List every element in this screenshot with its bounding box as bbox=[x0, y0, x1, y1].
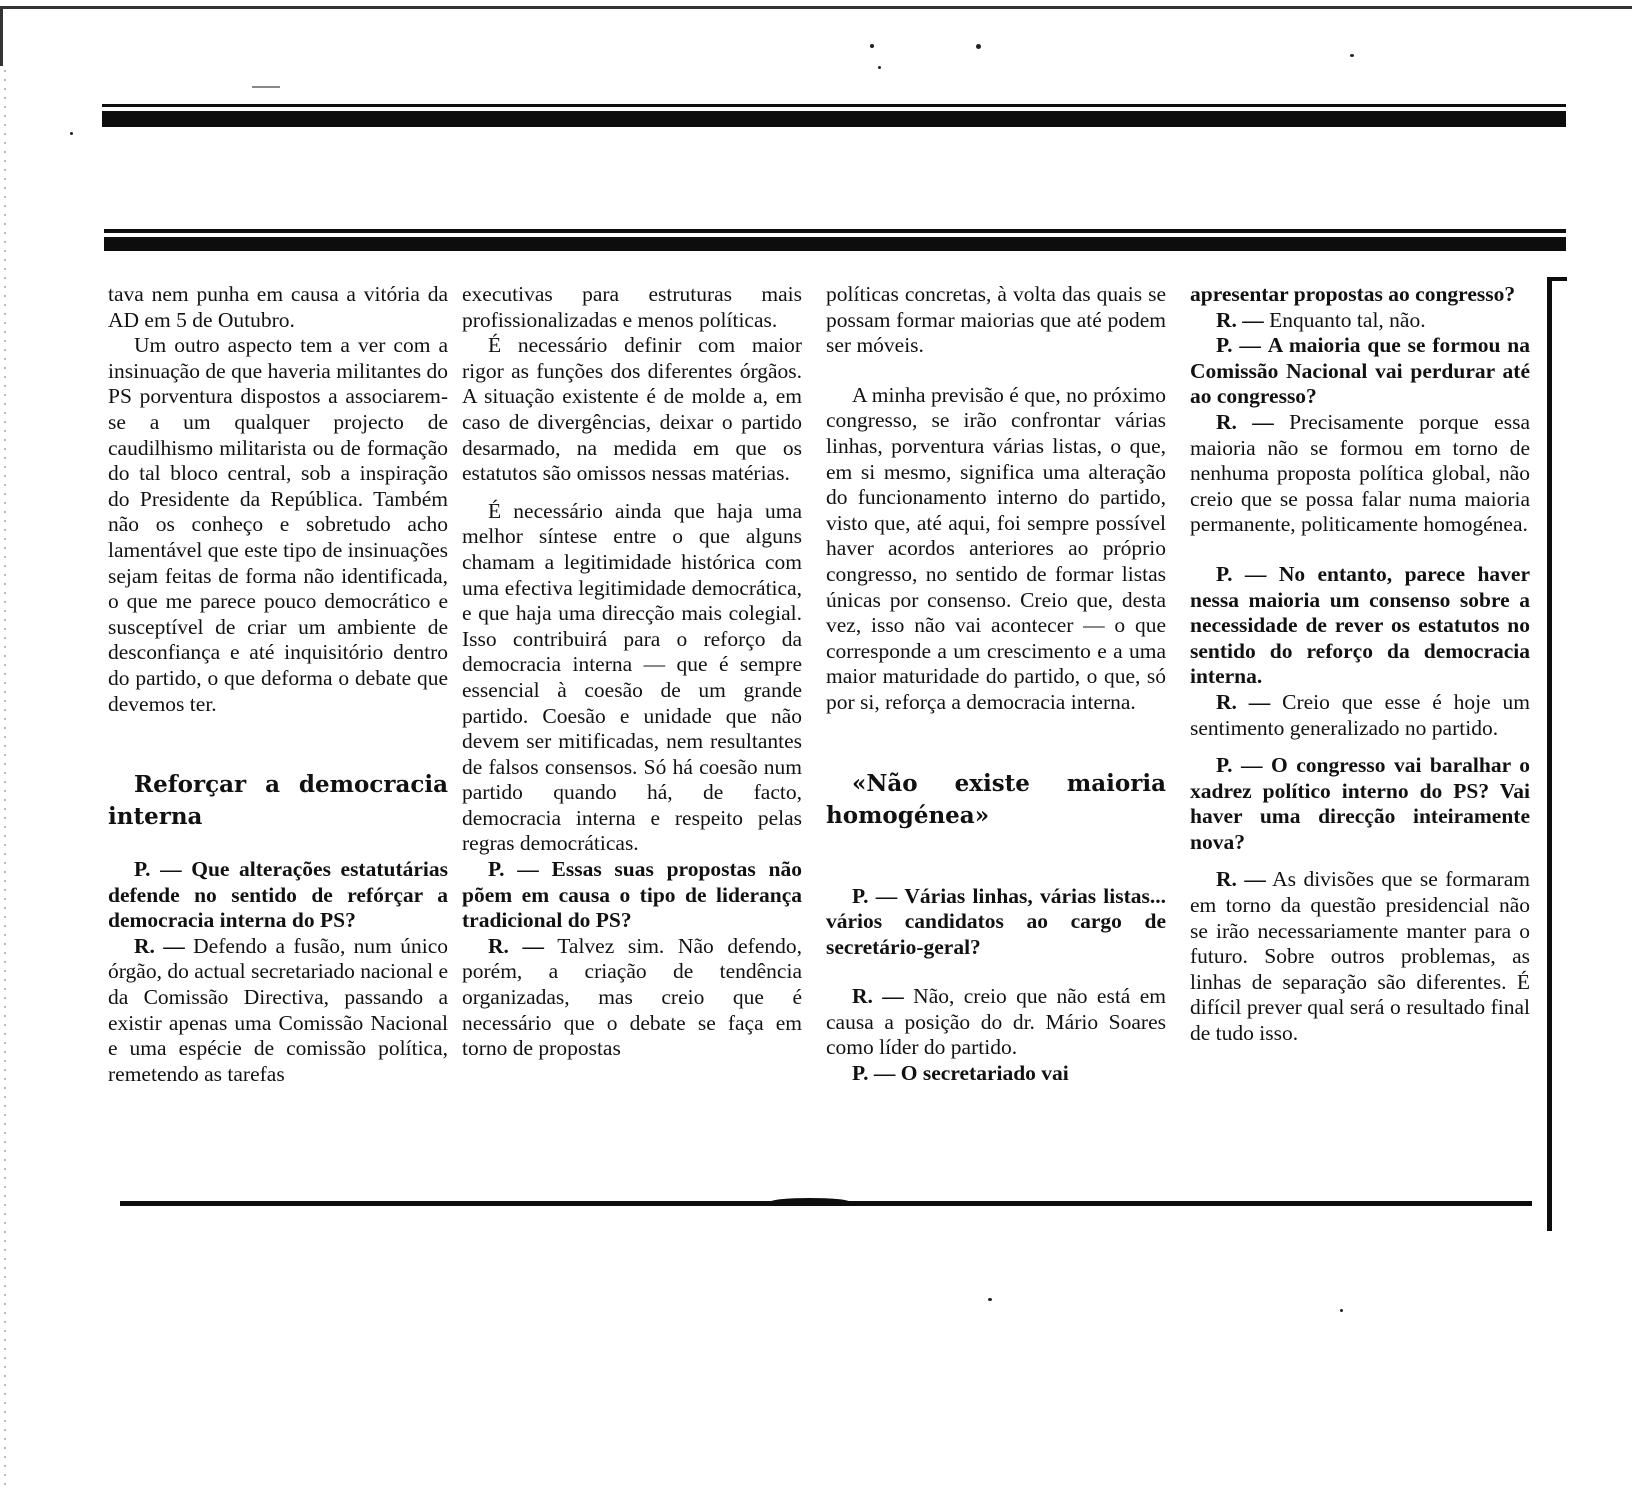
question-text: A maioria que se formou na Comissão Nacional vai perdurar até ao congresso? bbox=[1190, 333, 1531, 409]
question-marker: P. — bbox=[1216, 561, 1267, 586]
interview-question bbox=[826, 884, 1166, 961]
question-marker: P. — bbox=[1216, 753, 1263, 778]
top-border-line bbox=[0, 6, 1632, 9]
section-rule-thick bbox=[104, 237, 1566, 251]
paragraph-spacer bbox=[826, 716, 1166, 768]
question-text: O congresso vai baralhar o xadrez político interno do PS? Vai haver uma direcção inteiramente nova? bbox=[1190, 753, 1530, 854]
body-paragraph: É necessário ainda que haja uma melhor síntese entre o que alguns chamam a legitimidade histórica com uma efectiva legitimidade democrática, e que haja uma direcção mais colegial. Isso contribuirá para o reforço da democracia interna — que é sempre essencial à coesão de um grande partido. Coesão e unidade que não devem ser mitificadas, nem resultantes de falsos consensos. Só há coesão num partido quando há, de facto, democracia interna e respeito pelas regras democráticas. bbox=[462, 498, 802, 856]
interview-question bbox=[1190, 562, 1530, 690]
scan-speck bbox=[252, 86, 280, 88]
answer-text: Talvez sim. Não defendo, porém, a criação de tendência organizadas, mas creio que é necessário que o debate se faça em torno de propostas bbox=[462, 933, 802, 1061]
interview-question bbox=[1190, 333, 1530, 410]
article-column-4 bbox=[1190, 282, 1530, 1047]
scan-speck bbox=[870, 44, 874, 48]
answer-marker: R. — bbox=[1216, 409, 1274, 434]
answer-marker: R. — bbox=[1216, 689, 1271, 714]
interview-answer bbox=[108, 934, 448, 1088]
body-paragraph: Um outro aspecto tem a ver com a insinuação de que haveria militantes do PS porventura dispostos a associarem-se a um qualquer projecto de caudilhismo militarista ou de formação do tal bloco central, sob a inspiração do Presidente da República. Também não os conheço e sobretudo acho lamentável que este tipo de insinuações sejam feitas de forma não identificada, o que me parece pouco democrático e susceptível de criar um ambiente de desconfiança e até inquisitório dentro do partido, o que deforma o debate que devemos ter. bbox=[108, 333, 448, 716]
interview-answer bbox=[826, 984, 1166, 1061]
interview-answer bbox=[1190, 690, 1530, 741]
scan-speck bbox=[1350, 54, 1354, 57]
body-paragraph: A minha previsão é que, no próximo congresso, se irão confrontar várias linhas, porventura várias listas, o que, em si mesmo, significa uma alteração do funcionamento interno do partido, visto que, até aqui, foi sempre possível haver acordos anteriores ao próprio congresso, no sentido de formar listas únicas por consenso. Creio que, desta vez, isso não vai acontecer — o que corresponde a um crescimento e a uma maior maturidade do partido, o que, só por si, reforça a democracia interna. bbox=[826, 382, 1166, 714]
question-marker: P. — bbox=[1216, 333, 1261, 358]
paragraph-spacer bbox=[1190, 741, 1530, 753]
interview-answer bbox=[462, 934, 802, 1062]
header-rule-thick bbox=[102, 111, 1566, 127]
left-border-line bbox=[0, 6, 3, 66]
body-paragraph: políticas concretas, à volta das quais se possam formar maiorias que até podem ser móveis. bbox=[826, 282, 1166, 358]
interview-answer bbox=[1190, 867, 1530, 1046]
right-bracket-bar bbox=[1547, 277, 1552, 1231]
paragraph-spacer bbox=[1190, 538, 1530, 562]
question-text: No entanto, parece haver nessa maioria um consenso sobre a necessidade de rever os estatutos no sentido do reforço da democracia interna. bbox=[1190, 561, 1530, 689]
answer-text: Não, creio que não está em causa a posição do dr. Mário Soares como líder do partido. bbox=[826, 984, 1166, 1060]
bottom-rule-swell bbox=[770, 1198, 850, 1206]
paragraph-spacer bbox=[826, 359, 1166, 383]
question-marker: P. — bbox=[488, 857, 539, 882]
question-text: Várias linhas, várias listas... vários candidatos ao cargo de secretário-geral? bbox=[826, 883, 1166, 959]
scan-speck bbox=[976, 44, 981, 49]
interview-answer bbox=[1190, 410, 1530, 538]
interview-question bbox=[462, 857, 802, 934]
answer-text: Precisamente porque essa maioria não se formou em torno de nenhuma proposta política global, não creio que se possa falar numa maioria permanente, politicamente homogénea. bbox=[1190, 409, 1531, 537]
interview-question bbox=[826, 1061, 1166, 1087]
interview-question bbox=[108, 857, 448, 934]
answer-marker: R. — bbox=[134, 933, 185, 958]
answer-text: Enquanto tal, não. bbox=[1269, 307, 1426, 332]
answer-text: Defendo a fusão, num único órgão, do actual secretariado nacional e da Comissão Directiva, passando a existir apenas uma Comissão Nacional e uma espécie de comissão política, remetendo as tarefas bbox=[108, 933, 449, 1086]
paragraph-spacer bbox=[108, 833, 448, 857]
answer-text: As divisões que se formaram em torno da questão presidencial não se irão necessariamente manter para o futuro. Sobre outros problemas, as linhas de separação são diferentes. É difícil prever qual será o resultado final de tudo isso. bbox=[1190, 867, 1530, 1046]
answer-marker: R. — bbox=[488, 933, 545, 958]
scan-speck bbox=[988, 1298, 992, 1301]
question-text: O secretariado vai bbox=[900, 1061, 1069, 1086]
article-column-2 bbox=[462, 282, 802, 1062]
answer-marker: R. — bbox=[1216, 867, 1266, 892]
article-column-3 bbox=[826, 282, 1166, 1087]
question-marker: P. — bbox=[134, 857, 182, 882]
body-paragraph: É necessário definir com maior rigor as funções dos diferentes órgãos. A situação existente é de molde a, em caso de divergências, deixar o partido desarmado, na medida em que os estatutos são omissos nessas matérias. bbox=[462, 333, 802, 486]
header-rule-thin bbox=[102, 104, 1566, 107]
section-rule-thin bbox=[104, 229, 1566, 233]
section-subhead: Reforçar a democracia interna bbox=[108, 771, 448, 831]
scan-speck bbox=[878, 66, 881, 69]
paragraph-spacer bbox=[1190, 855, 1530, 867]
answer-marker: R. — bbox=[1216, 307, 1264, 332]
question-text: Essas suas propostas não põem em causa o tipo de liderança tradicional do PS? bbox=[462, 857, 802, 933]
scan-edge-dots bbox=[4, 70, 6, 1490]
interview-question bbox=[1190, 753, 1530, 855]
question-marker: P. — bbox=[852, 883, 898, 908]
paragraph-spacer bbox=[462, 487, 802, 499]
scan-speck bbox=[70, 132, 73, 135]
body-paragraph: apresentar propostas ao congresso? bbox=[1190, 282, 1516, 306]
answer-marker: R. — bbox=[852, 984, 904, 1009]
body-paragraph: executivas para estruturas mais profissionalizadas e menos políticas. bbox=[462, 282, 802, 332]
paragraph-spacer bbox=[826, 960, 1166, 984]
section-subhead: «Não existe maioria homogénea» bbox=[826, 769, 1166, 829]
answer-text: Creio que esse é hoje um sentimento generalizado no partido. bbox=[1190, 689, 1530, 740]
paragraph-spacer bbox=[826, 832, 1166, 884]
interview-answer bbox=[1190, 308, 1530, 334]
article-column-1 bbox=[108, 282, 448, 1087]
scan-speck bbox=[1340, 1309, 1343, 1312]
question-marker: P. — bbox=[852, 1061, 896, 1086]
question-text: Que alterações estatutárias defende no sentido de refórçar a democracia interna do PS? bbox=[108, 857, 449, 933]
body-paragraph: tava nem punha em causa a vitória da AD em 5 de Outubro. bbox=[108, 282, 448, 332]
paragraph-spacer bbox=[108, 717, 448, 769]
